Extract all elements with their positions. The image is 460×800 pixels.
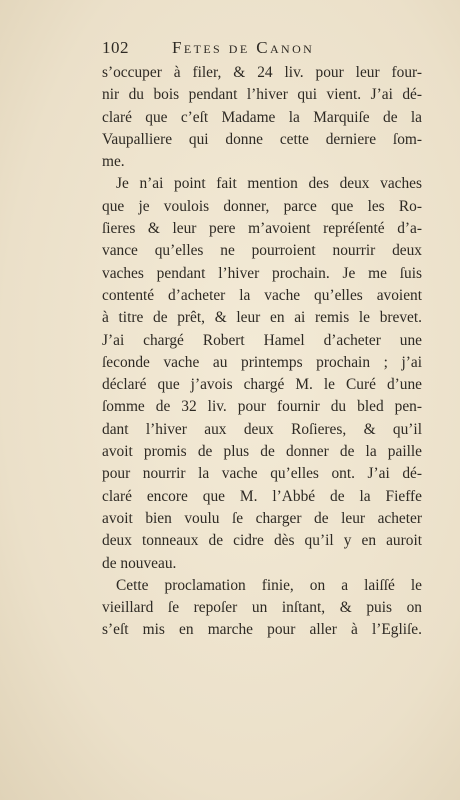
text-line: deux tonneaux de cidre dès qu’il y en auroit — [102, 532, 422, 550]
text-line: Cette proclamation finie, on a laiſſé le — [116, 576, 422, 594]
text-line: avoit promis de plus de donner de la paille — [102, 443, 422, 461]
page-number: 102 — [102, 38, 129, 57]
text-line: J’ai chargé Robert Hamel d’acheter une — [102, 331, 422, 349]
page-header — [102, 38, 402, 62]
running-head: Fetes de Canon — [172, 38, 315, 57]
text-line: claré que c’eſt Madame la Marquiſe de la — [102, 108, 422, 126]
text-line: dant l’hiver aux deux Roſieres, & qu’il — [102, 420, 422, 438]
text-line: vaches pendant l’hiver prochain. Je me ſuis — [102, 264, 422, 282]
text-line: ſieres & leur pere m’avoient repréſenté d’a- — [102, 220, 422, 238]
text-line: pour nourrir la vache qu’elles ont. J’ai dé- — [102, 465, 422, 483]
text-line: claré encore que M. l’Abbé de la Fieffe — [102, 487, 422, 505]
text-line: ſeconde vache au printemps prochain ; j’ai — [102, 353, 422, 371]
text-line: ſomme de 32 liv. pour fournir du bled pen- — [102, 398, 422, 416]
text-line: vieillard ſe repoſer un inſtant, & puis on — [102, 599, 422, 617]
text-line: déclaré que j’avois chargé M. le Curé d’une — [102, 376, 422, 394]
body-text — [102, 62, 422, 642]
text-line: s’occuper à filer, & 24 liv. pour leur four- — [102, 64, 422, 81]
text-line: me. — [102, 153, 125, 171]
text-line: avoit bien voulu ſe charger de leur acheter — [102, 509, 422, 527]
text-line: à titre de prêt, & leur en ai remis le brevet. — [102, 309, 422, 327]
text-line: Je n’ai point fait mention des deux vaches — [116, 175, 422, 193]
text-line: que je voulois donner, parce que les Ro- — [102, 197, 422, 215]
text-line: nir du bois pendant l’hiver qui vient. J’ai dé- — [102, 86, 422, 104]
text-line: Vaupalliere qui donne cette derniere ſom- — [102, 130, 422, 148]
text-line: vance qu’elles ne pourroient nourrir deux — [102, 242, 422, 260]
text-line: s’eſt mis en marche pour aller à l’Egliſe. — [102, 621, 422, 639]
text-line: contenté d’acheter la vache qu’elles avoient — [102, 286, 422, 304]
text-line: de nouveau. — [102, 554, 177, 572]
